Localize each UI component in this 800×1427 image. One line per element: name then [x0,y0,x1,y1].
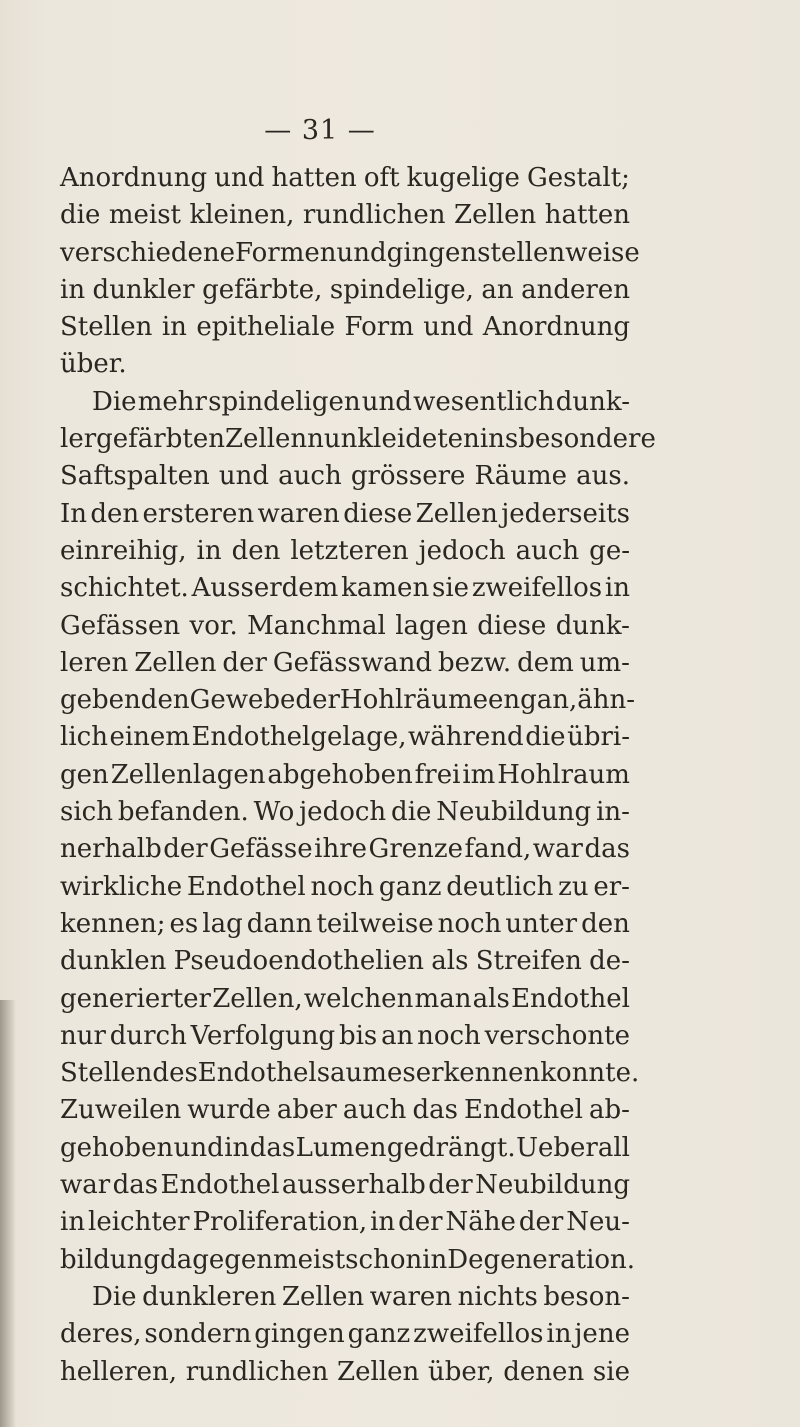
page-binding-shadow [0,1000,16,1427]
text-line: verschiedene Formen und gingen stellenweise [60,237,640,268]
text-line: Anordnung und hatten oft kugelige Gestalt; [60,163,630,193]
text-line: in dunkler gefärbte, spindelige, an anderen [60,274,630,305]
text-line: In den ersteren waren diese Zellen jederseits [60,498,630,529]
text-line: wirkliche Endothel noch ganz deutlich zu er- [60,871,630,902]
text-line: kennen; es lag dann teilweise noch unter den [60,908,630,939]
text-line: Saftspalten und auch grössere Räume aus. [60,461,630,492]
text-line: in leichter Proliferation, in der Nähe der Neu- [60,1207,630,1238]
page-number: — 31 — [264,115,376,146]
text-line: helleren, rundlichen Zellen über, denen sie [60,1356,630,1387]
text-line: nur durch Verfolgung bis an noch verschonte [60,1020,630,1051]
text-line: Stellen des Endothelsaumes erkennen konnte. [60,1058,640,1089]
text-line: bildung dagegen meist schon in Degeneration. [60,1244,636,1275]
text-line: die meist kleinen, rundlichen Zellen hatten [60,200,630,231]
body-text [60,160,656,1391]
text-line: Stellen in epitheliale Form und Anordnung [60,312,630,343]
text-line: schichtet. Ausserdem kamen sie zweifellos in [60,573,630,604]
text-line: generierter Zellen, welchen man als Endothel [60,983,630,1014]
text-line: ler gefärbten Zellen nun kleideten insbesondere [60,424,656,455]
text-line: gehoben und in das Lumen gedrängt. Ueberall [60,1132,630,1163]
text-line: leren Zellen der Gefässwand bezw. dem um- [60,647,630,678]
text-line: Die dunkleren Zellen waren nichts beson- [92,1281,630,1312]
text-line: dunklen Pseudoendothelien als Streifen de- [60,946,630,977]
text-line: gen Zellenlagen abgehoben frei im Hohlraum [60,759,630,790]
text-line: Die mehr spindeligen und wesentlich dunk- [92,386,630,417]
text-line: sich befanden. Wo jedoch die Neubildung in- [60,797,630,828]
text-line: einreihig, in den letzteren jedoch auch ge- [60,535,630,566]
text-line: über. [60,349,127,380]
text-line: Zuweilen wurde aber auch das Endothel ab- [60,1095,630,1126]
text-line: deres, sondern gingen ganz zweifellos in jene [60,1319,630,1350]
text-line: Gefässen vor. Manchmal lagen diese dunk- [60,610,630,641]
text-line: gebenden Gewebe der Hohlräume eng an, ähn- [60,685,636,716]
text-line: lich einem Endothelgelage, während die übri- [60,722,630,753]
text-line: war das Endothel ausserhalb der Neubildung [60,1170,630,1201]
text-line: nerhalb der Gefässe ihre Grenze fand, war das [60,834,630,865]
